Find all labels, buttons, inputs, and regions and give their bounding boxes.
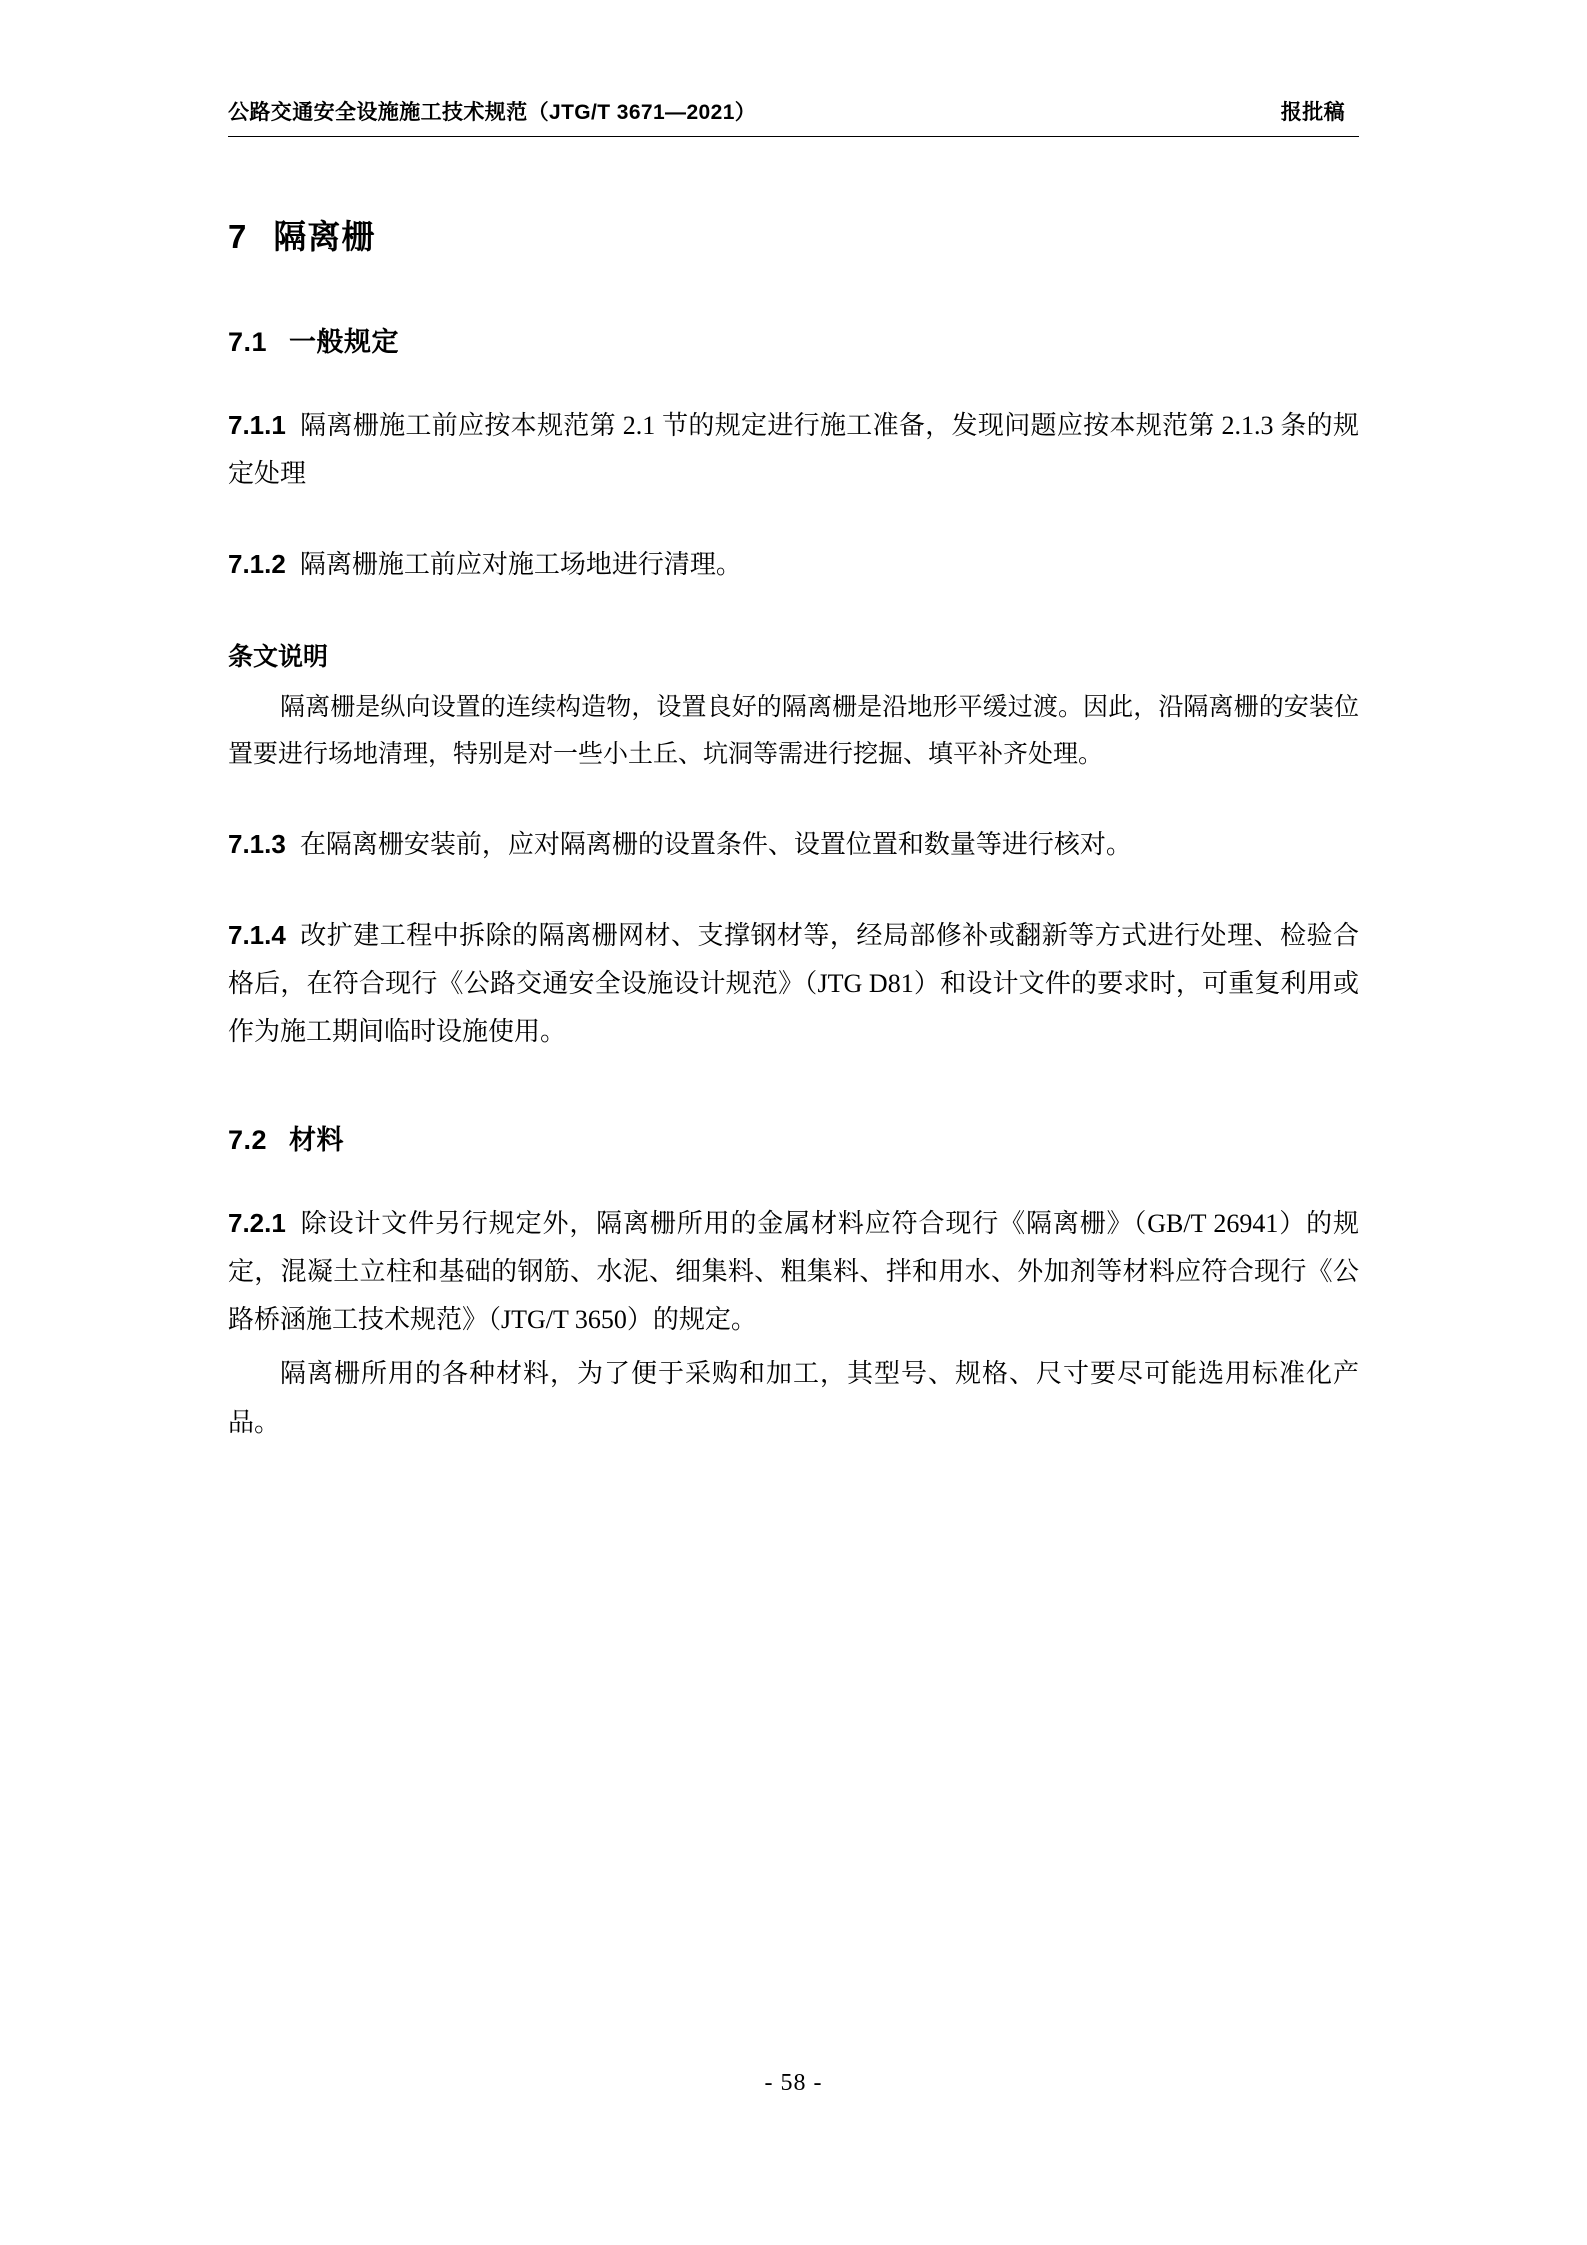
running-head-status: 报批稿 xyxy=(1280,101,1345,124)
clause-text-7-2-1: 除设计文件另行规定外，隔离栅所用的金属材料应符合现行《隔离栅》（GB/T 26941）的规定，混凝土立柱和基础的钢筋、水泥、细集料、粗集料、拌和用水、外加剂等材料应符合现行《公路桥涵施工技术规范》（JTG/T 3650）的规定。 xyxy=(228,1209,1359,1335)
note-body: 隔离栅是纵向设置的连续构造物，设置良好的隔离栅是沿地形平缓过渡。因此，沿隔离栅的安装位置要进行场地清理，特别是对一些小土丘、坑洞等需进行挖掘、填平补齐处理。 xyxy=(228,694,1359,768)
section-number-7-1: 7.1 xyxy=(228,327,268,357)
clause-7-1-3 xyxy=(228,820,1359,869)
note-heading: 条文说明 xyxy=(228,643,329,672)
page-content xyxy=(228,96,1359,1447)
section-number-7-2: 7.2 xyxy=(228,1125,268,1156)
clause-text-7-1-4: 改扩建工程中拆除的隔离栅网材、支撑钢材等，经局部修补或翻新等方式进行处理、检验合格后，在符合现行《公路交通安全设施设计规范》（JTG D81）和设计文件的要求时，可重复利用或作为施工期间临时设施使用。 xyxy=(228,920,1359,1047)
clause-text-7-1-2: 隔离栅施工前应对施工场地进行清理。 xyxy=(299,550,742,580)
clause-7-1-2 xyxy=(228,540,1359,589)
running-head xyxy=(228,96,1359,136)
running-head-title: 公路交通安全设施施工技术规范（JTG/T 3671—2021） xyxy=(228,101,757,124)
chapter-number: 7 xyxy=(228,218,248,255)
chapter-heading xyxy=(228,211,1359,258)
clause-text-7-1-1: 隔离栅施工前应按本规范第 2.1 节的规定进行施工准备，发现问题应按本规范第 2.1.3 条的规定处理 xyxy=(228,411,1359,489)
clause-number-7-1-4: 7.1.4 xyxy=(228,919,286,950)
chapter-title: 隔离栅 xyxy=(273,218,376,255)
clause-7-1-1 xyxy=(228,401,1359,498)
clause-number-7-1-2: 7.1.2 xyxy=(228,549,286,580)
section-heading-7-1 xyxy=(228,320,1359,359)
clause-7-2-1 xyxy=(228,1199,1359,1344)
section-title-7-1: 一般规定 xyxy=(289,327,400,357)
clause-text-7-1-3: 在隔离栅安装前，应对隔离栅的设置条件、设置位置和数量等进行核对。 xyxy=(299,829,1132,859)
clause-7-1-4 xyxy=(228,911,1359,1056)
clause-7-2-1-continuation: 隔离栅所用的各种材料，为了便于采购和加工，其型号、规格、尺寸要尽可能选用标准化产品。 xyxy=(228,1359,1359,1437)
page-footer xyxy=(0,2070,1587,2097)
section-heading-7-2 xyxy=(228,1118,1359,1157)
clause-number-7-2-1: 7.2.1 xyxy=(228,1208,286,1239)
clause-number-7-1-1: 7.1.1 xyxy=(228,410,286,440)
page-number: - 58 - xyxy=(764,2070,823,2096)
header-divider xyxy=(228,136,1359,137)
section-title-7-2: 材料 xyxy=(289,1125,345,1156)
clause-number-7-1-3: 7.1.3 xyxy=(228,828,286,859)
